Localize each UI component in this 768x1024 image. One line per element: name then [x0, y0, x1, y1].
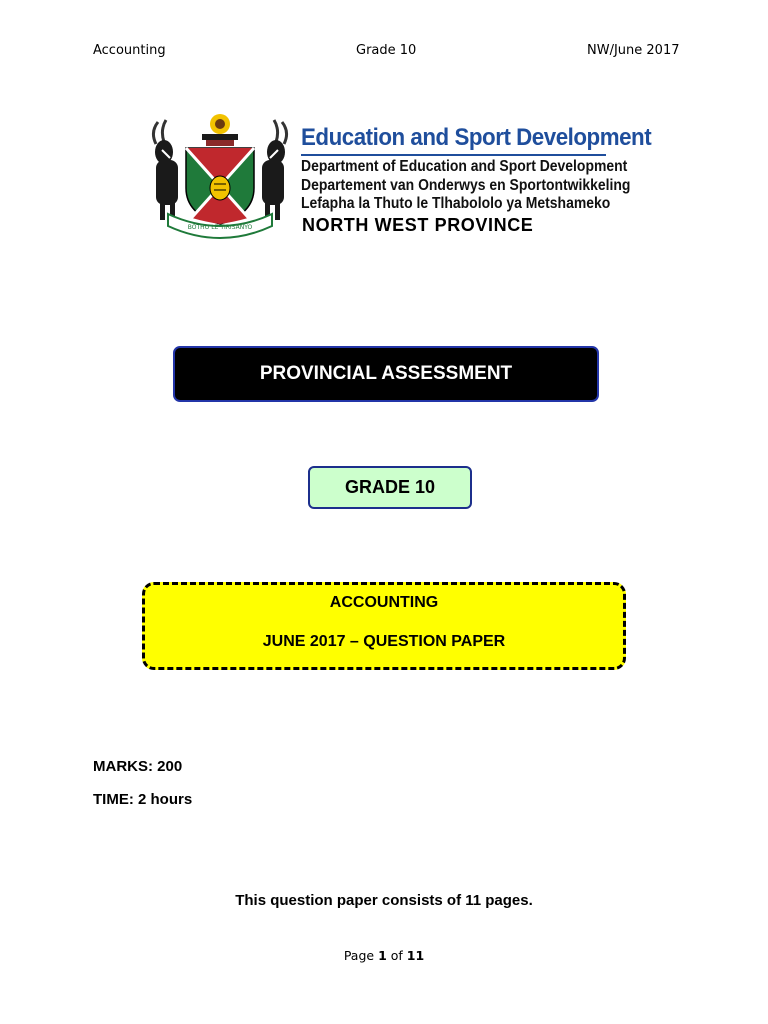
page-count-note: This question paper consists of 11 pages. [235, 892, 533, 909]
grade-box [308, 466, 472, 509]
sunflower-icon [202, 114, 238, 146]
provincial-assessment-box [173, 346, 599, 402]
dept-line-setswana: Lefapha la Thuto le Tlhabololo ya Metshameko [301, 195, 611, 212]
right-antelope-icon [262, 120, 287, 220]
page-number: Page 1 of 11 [343, 948, 425, 963]
coat-of-arms-logo [140, 110, 300, 240]
header-grade: Grade 10 [356, 43, 417, 58]
province-name: NORTH WEST PROVINCE [302, 215, 534, 235]
svg-text:BOTHO LE TIRISANYO: BOTHO LE TIRISANYO [187, 224, 253, 231]
shield-icon [186, 148, 254, 224]
org-title: Education and Sport Development [301, 124, 652, 151]
org-title-rule [301, 154, 606, 156]
provincial-assessment-label: PROVINCIAL ASSESSMENT [259, 363, 513, 384]
grade-label: GRADE 10 [344, 477, 436, 497]
time-text: TIME: 2 hours [93, 791, 193, 808]
dept-line-afrikaans: Departement van Onderwys en Sportontwikkeling [301, 177, 631, 194]
subject-box [142, 582, 626, 670]
paper-title: JUNE 2017 – QUESTION PAPER [262, 633, 506, 650]
subject-title: ACCOUNTING [329, 594, 439, 611]
left-antelope-icon [153, 120, 178, 220]
header-session: NW/June 2017 [587, 43, 680, 58]
marks-text: MARKS: 200 [93, 758, 183, 775]
dept-line-english: Department of Education and Sport Development [301, 158, 628, 175]
header-subject: Accounting [93, 43, 166, 58]
